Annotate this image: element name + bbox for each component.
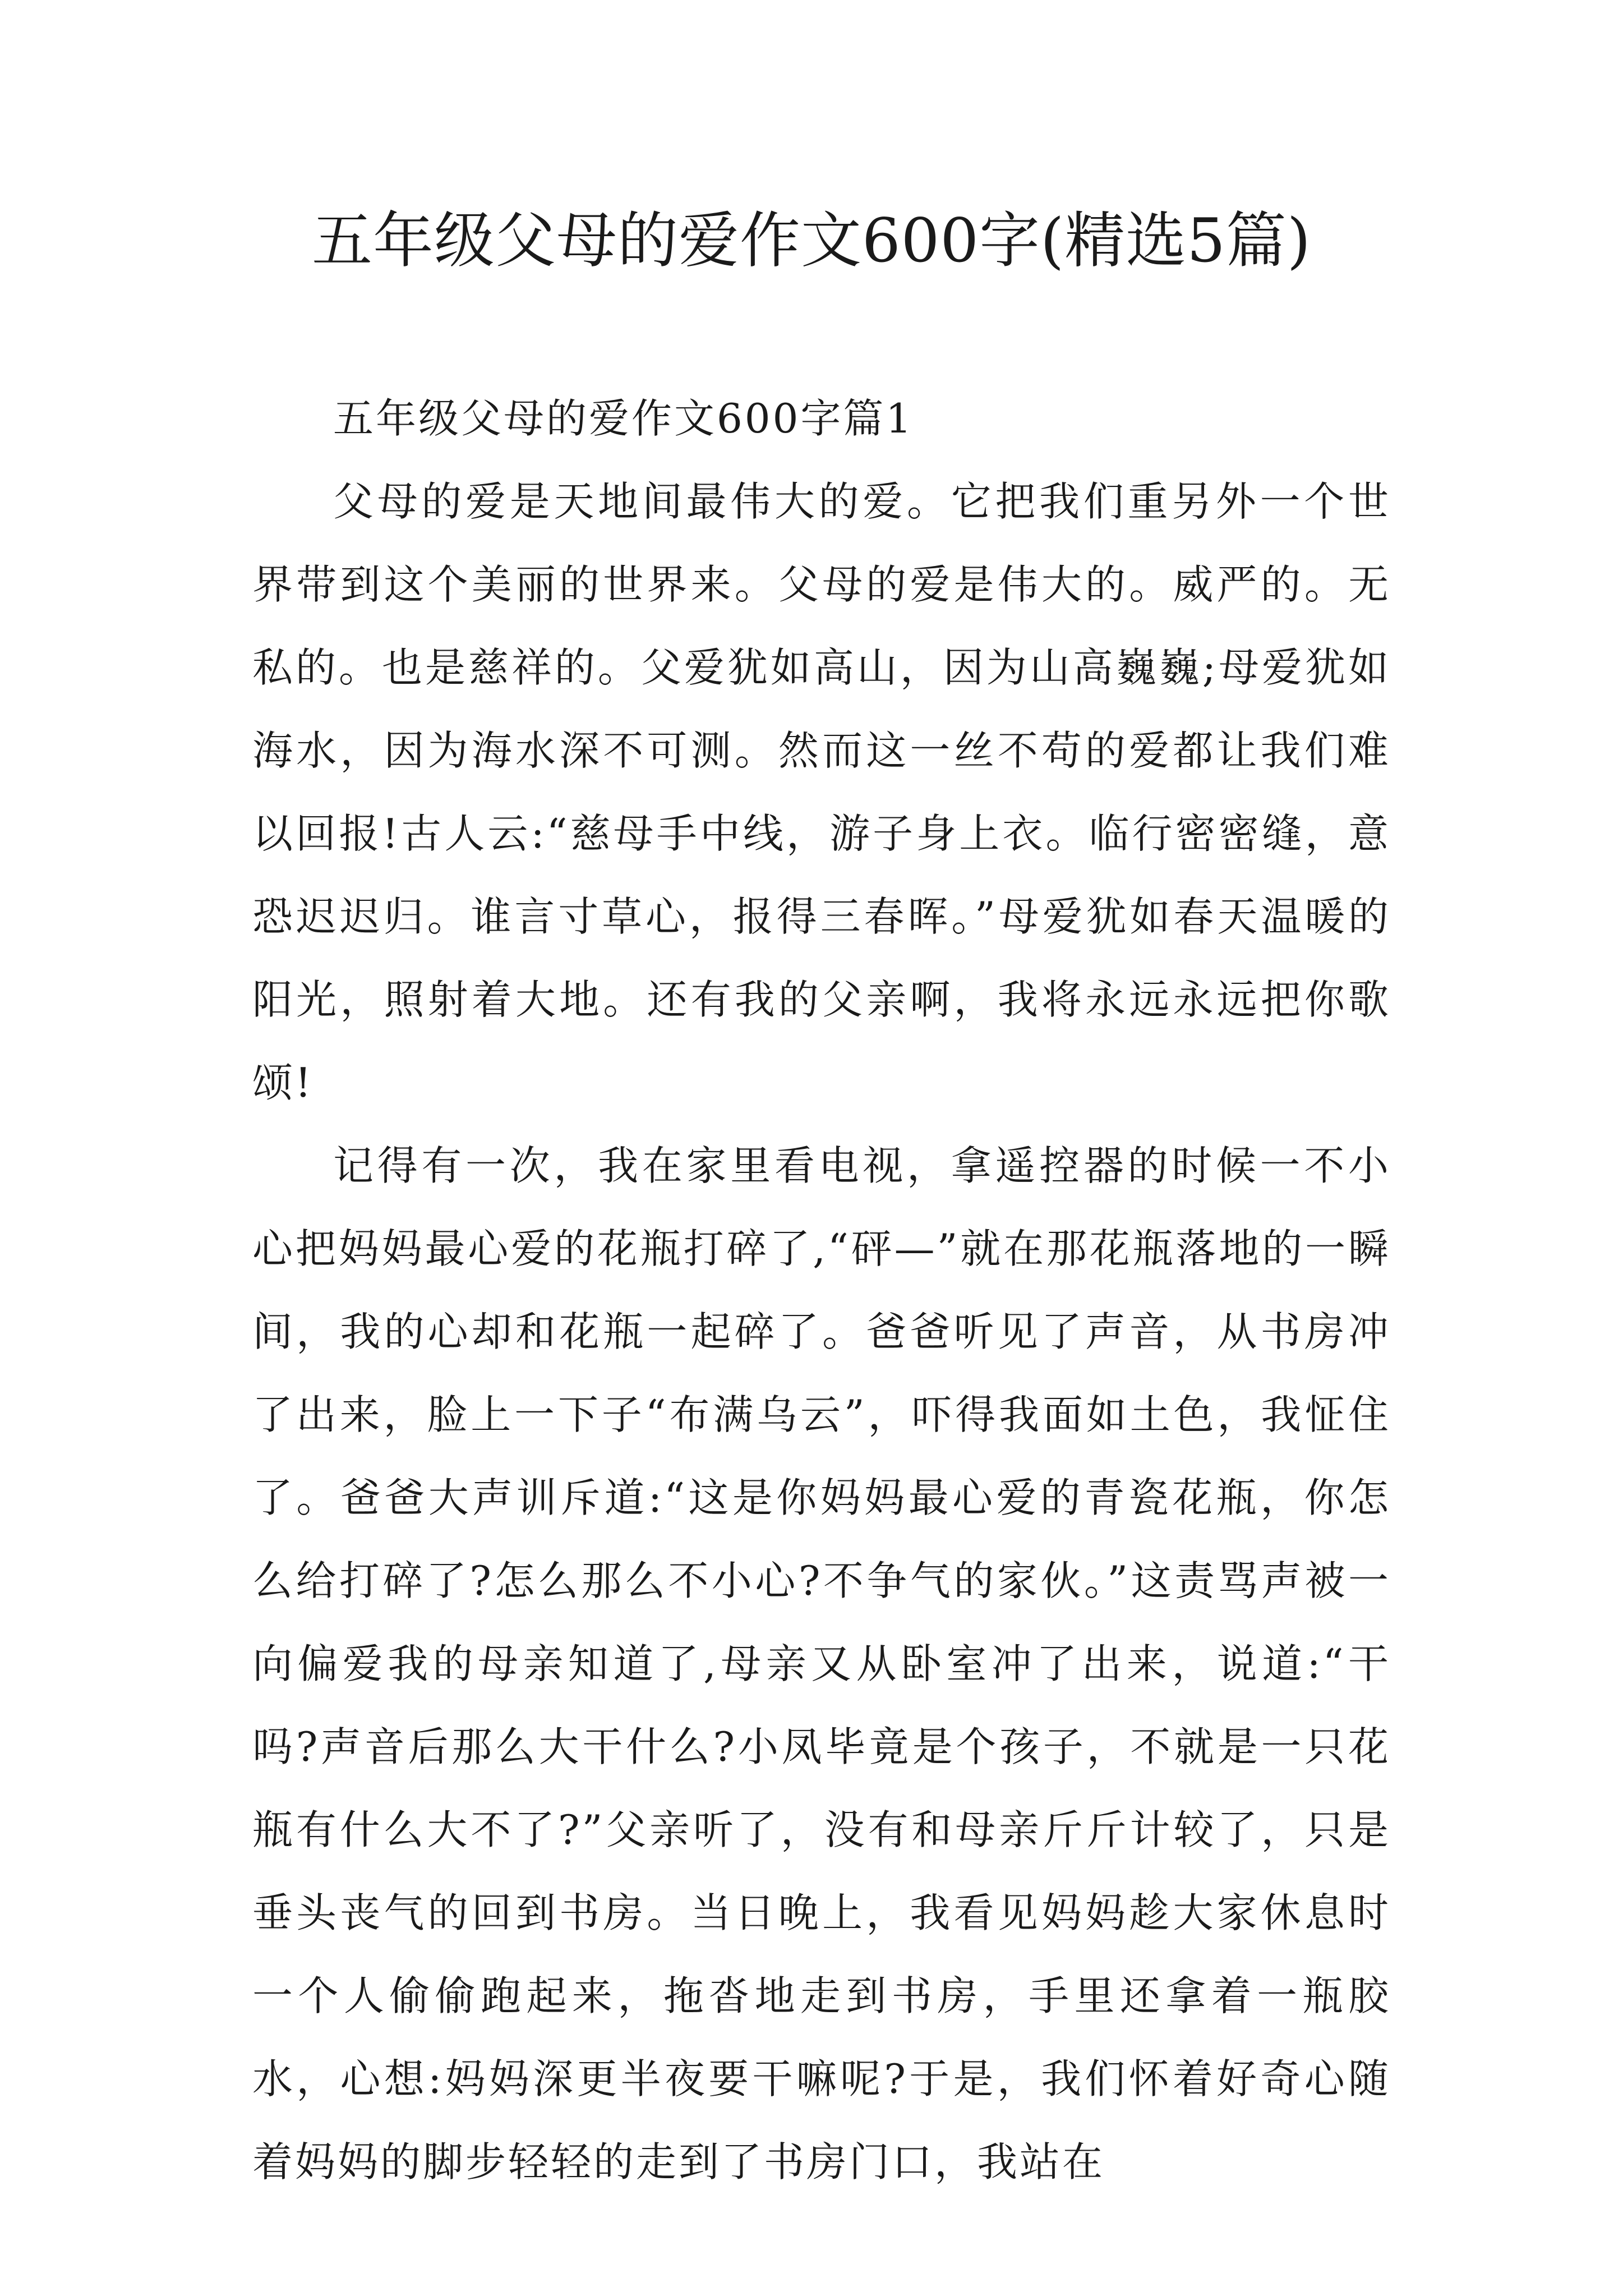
document-title: 五年级父母的爱作文600字(精选5篇)	[311, 206, 1312, 276]
document-body	[252, 377, 1391, 2203]
body-paragraph: 父母的爱是天地间最伟大的爱。它把我们重另外一个世界带到这个美丽的世界来。父母的爱是伟大的。威严的。无私的。也是慈祥的。父爱犹如高山，因为山高巍巍;母爱犹如海水，因为海水深不可测。然而这一丝不苟的爱都让我们难以回报!古人云:“慈母手中线，游子身上衣。临行密密缝，意恐迟迟归。谁言寸草心，报得三春晖。”母爱犹如春天温暖的阳光，照射着大地。还有我的父亲啊，我将永远永远把你歌颂!	[252, 478, 1391, 1106]
section-heading: 五年级父母的爱作文600字篇1	[333, 395, 914, 442]
body-paragraph: 记得有一次，我在家里看电视，拿遥控器的时候一不小心把妈妈最心爱的花瓶打碎了,“砰—”就在那花瓶落地的一瞬间，我的心却和花瓶一起碎了。爸爸听见了声音，从书房冲了出来，脸上一下子“布满乌云”，吓得我面如土色，我怔住了。爸爸大声训斥道:“这是你妈妈最心爱的青瓷花瓶，你怎么给打碎了?怎么那么不小心?不争气的家伙。”这责骂声被一向偏爱我的母亲知道了,母亲又从卧室冲了出来，说道:“干吗?声音后那么大干什么?小凤毕竟是个孩子，不就是一只花瓶有什么大不了?”父亲听了，没有和母亲斤斤计较了，只是垂头丧气的回到书房。当日晚上，我看见妈妈趁大家休息时一个人偷偷跑起来，拖沓地走到书房，手里还拿着一瓶胶水，心想:妈妈深更半夜要干嘛呢?于是，我们怀着好奇心随着妈妈的脚步轻轻的走到了书房门口，我站在	[252, 1142, 1391, 2185]
